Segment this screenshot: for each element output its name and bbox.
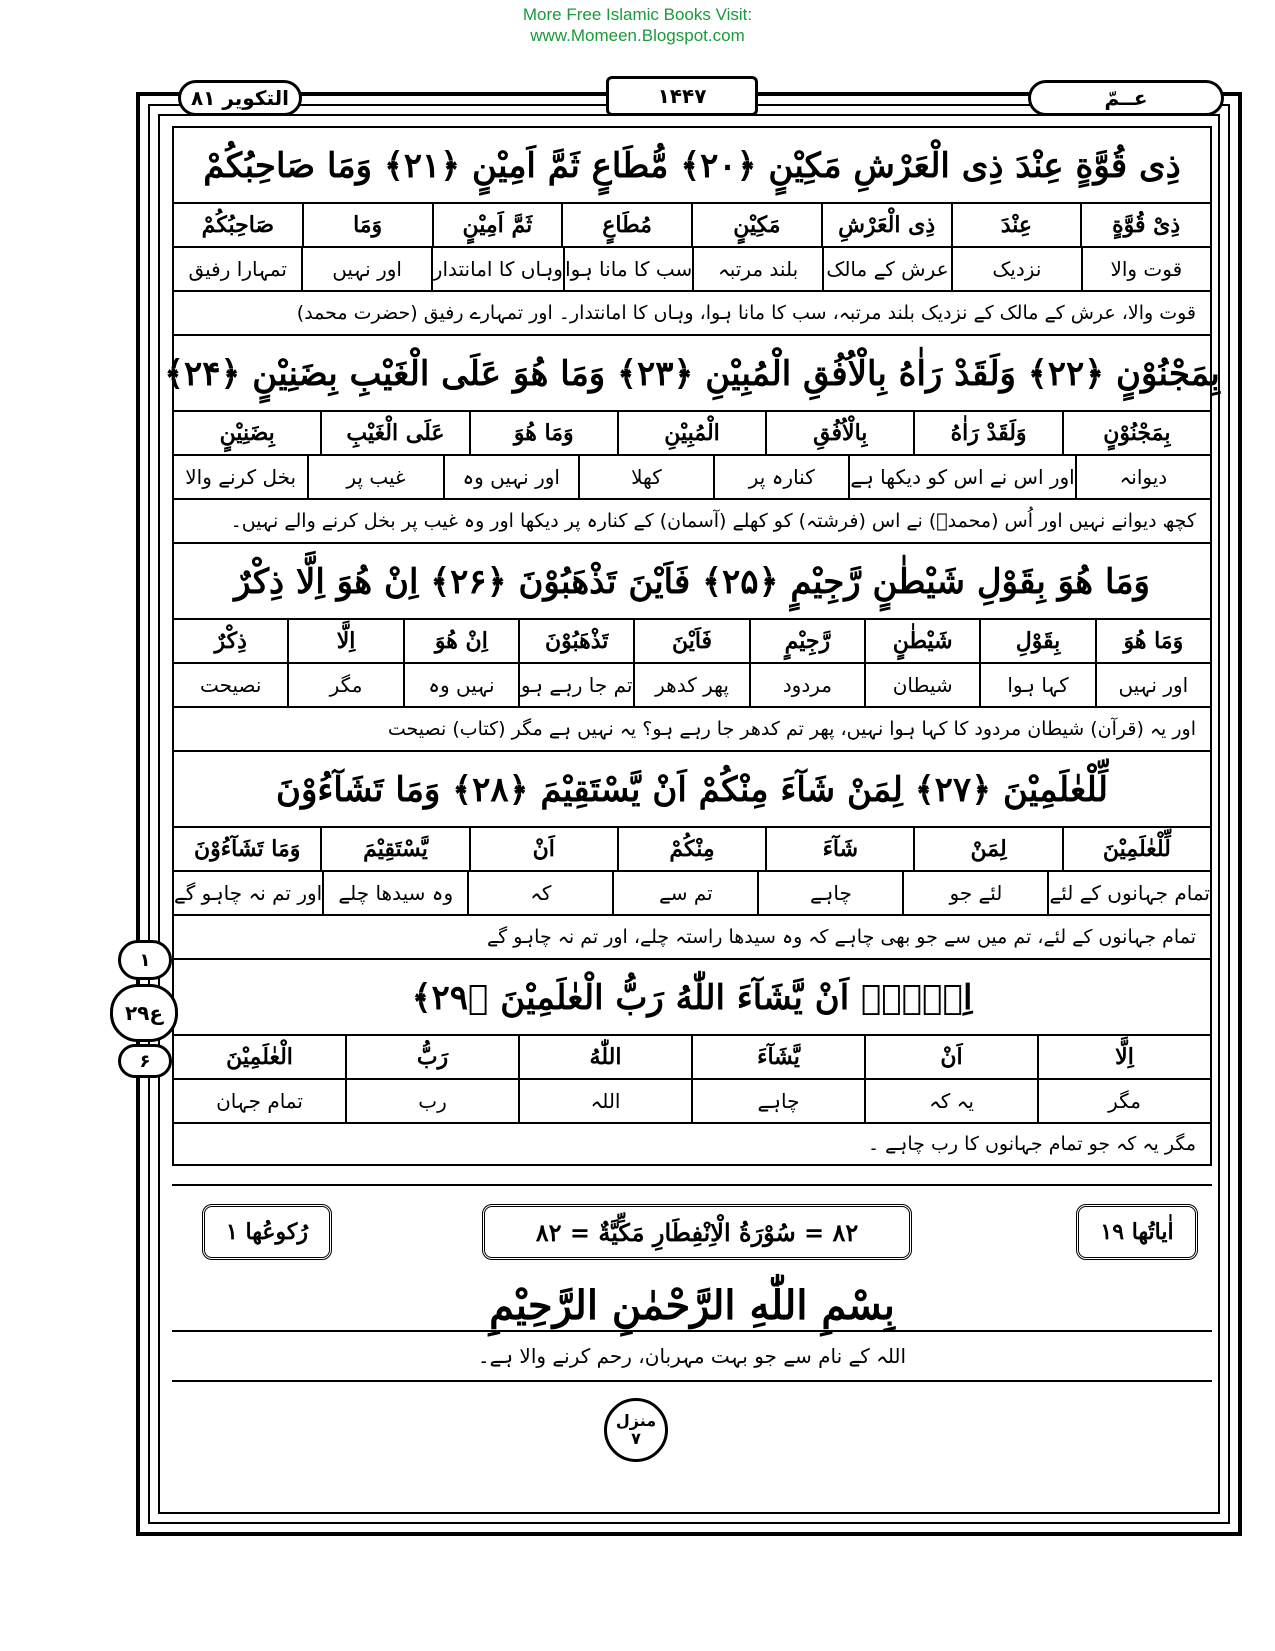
urdu-word: تم جا رہے ہو: [518, 664, 633, 706]
urdu-word: قوت والا: [1081, 248, 1210, 290]
arabic-word: عَلَى الْغَیْبِ: [320, 412, 468, 454]
urdu-word: کہا ہوا: [979, 664, 1094, 706]
urdu-translation-line: مگر یہ کہ جو تمام جہانوں کا رب چاہے ۔: [172, 1122, 1212, 1166]
urdu-word: کنارہ پر: [713, 456, 848, 498]
content-area: [164, 126, 1220, 1396]
urdu-words-row: [174, 870, 1210, 914]
arabic-word: صَاحِبُكُمْ: [201, 212, 275, 238]
urdu-word: نزدیک: [951, 248, 1080, 290]
arabic-word: یَّسْتَقِیْمَ: [320, 828, 468, 870]
arabic-word: وَمَا: [302, 204, 432, 246]
word-grid: [172, 1034, 1212, 1122]
word-grid: [172, 618, 1212, 706]
urdu-word: تمہارا رفیق: [188, 257, 287, 281]
arabic-words-row: [174, 412, 1210, 454]
urdu-word: نصیحت: [199, 673, 262, 697]
urdu-word: بخل کرنے والا: [185, 465, 297, 489]
verse-block: [172, 126, 1212, 334]
page-number-tab: ۱۴۴۷: [606, 76, 758, 116]
urdu-word: کہ: [467, 872, 612, 914]
word-grid: [172, 410, 1212, 498]
arabic-word: ذِیْ قُوَّةٍ: [1080, 204, 1210, 246]
arabic-word: الْعٰلَمِیْنَ: [226, 1044, 293, 1070]
arabic-word: وَمَا هُوَ: [469, 412, 617, 454]
urdu-word: وہ سیدھا چلے: [322, 872, 467, 914]
promo-banner: [0, 4, 1275, 46]
urdu-word: مگر: [287, 664, 402, 706]
bismillah: بِسْمِ اللّٰهِ الرَّحْمٰنِ الرَّحِیْمِ: [489, 1282, 895, 1329]
arabic-word: اَنْ: [469, 828, 617, 870]
arabic-verse-line: اِلَّاۤ اَنْ یَّشَآءَ اللّٰهُ رَبُّ الْعٰلَمِیْنَ ﴿۲۹﴾: [172, 958, 1212, 1034]
arabic-word: الْمُبِیْنِ: [617, 412, 765, 454]
urdu-words-row: [174, 1078, 1210, 1122]
ayat-count-cartouche: اٰیاتُها ۱۹: [1076, 1204, 1198, 1260]
urdu-word: تمام جہانوں کے لئے: [1047, 872, 1210, 914]
urdu-words-row: [174, 454, 1210, 498]
surah-title-cartouche: ۸۲ = سُوْرَةُ الْاِنْفِطَارِ مَكِّیَّةٌ = ۸۲: [482, 1204, 912, 1260]
arabic-word: ثَمَّ اَمِیْنٍ: [432, 204, 562, 246]
side-marker-bottom: ۶: [118, 1044, 172, 1078]
urdu-word: اور تم نہ چاہو گے: [174, 881, 323, 905]
arabic-word: ذِی الْعَرْشِ: [821, 204, 951, 246]
arabic-word: اللّٰهُ: [518, 1036, 691, 1078]
urdu-word: چاہے: [691, 1080, 864, 1122]
arabic-word: وَمَا هُوَ: [1095, 620, 1210, 662]
urdu-word: عرش کے مالک: [822, 248, 951, 290]
urdu-word: رب: [345, 1080, 518, 1122]
arabic-word: بِالْاُفُقِ: [765, 412, 913, 454]
arabic-word: اِنْ هُوَ: [403, 620, 518, 662]
urdu-translation-line: تمام جہانوں کے لئے، تم میں سے جو بھی چاہے کہ وہ سیدھا راستہ چلے، اور تم نہ چاہو گے: [172, 914, 1212, 958]
arabic-word: مَكِیْنٍ: [691, 204, 821, 246]
arabic-word: فَاَیْنَ: [633, 620, 748, 662]
urdu-word: اور اس نے اس کو دیکھا ہے: [848, 456, 1074, 498]
urdu-word: کھلا: [578, 456, 713, 498]
urdu-word: اور نہیں: [301, 248, 430, 290]
urdu-word: یہ کہ: [864, 1080, 1037, 1122]
arabic-word: وَلَقَدْ رَاٰهُ: [913, 412, 1061, 454]
ruku-marker: ع۲۹: [110, 984, 178, 1042]
urdu-word: دیوانہ: [1075, 456, 1210, 498]
arabic-word: شَآءَ: [765, 828, 913, 870]
arabic-word: بِمَجْنُوْنٍ: [1062, 412, 1210, 454]
promo-line-1[interactable]: More Free Islamic Books Visit:: [522, 5, 753, 24]
arabic-verse-line: وَمَا هُوَ بِقَوْلِ شَیْطٰنٍ رَّجِیْمٍ ﴿۲۵﴾ فَاَیْنَ تَذْهَبُوْنَ ﴿۲۶﴾ اِنْ هُوَ اِلَّا ذِكْرٌ: [172, 542, 1212, 618]
arabic-words-row: [174, 828, 1210, 870]
arabic-word: رَّجِیْمٍ: [749, 620, 864, 662]
urdu-word: شیطان: [864, 664, 979, 706]
urdu-word: سب کا مانا ہوا: [563, 248, 692, 290]
urdu-word: تم سے: [612, 872, 757, 914]
urdu-word: مردود: [749, 664, 864, 706]
verse-block: [164, 334, 1220, 542]
urdu-word: تمام جہان: [216, 1089, 303, 1113]
urdu-translation-line: کچھ دیوانے نہیں اور اُس (محمدؐ) نے اس (فرشتہ) کو کھلے (آسمان) کے کنارہ پر دیکھا اور وہ غیب پر بخل کرنے والے نہیں۔: [172, 498, 1212, 542]
arabic-word: لِمَنْ: [913, 828, 1061, 870]
arabic-word: وَمَا تَشَآءُوْنَ: [194, 836, 301, 862]
manzil-label: منزل: [615, 1411, 657, 1430]
urdu-translation-line: اور یہ (قرآن) شیطان مردود کا کہا ہوا نہیں، پھر تم کدھر جا رہے ہو؟ یہ نہیں ہے مگر (کتاب) نصیحت: [172, 706, 1212, 750]
arabic-word: ذِكْرٌ: [214, 628, 247, 654]
urdu-word: نہیں وہ: [403, 664, 518, 706]
arabic-word: عِنْدَ: [951, 204, 1081, 246]
arabic-word: تَذْهَبُوْنَ: [518, 620, 633, 662]
arabic-word: رَبُّ: [345, 1036, 518, 1078]
word-grid: [172, 826, 1212, 914]
arabic-word: بِضَنِیْنٍ: [219, 420, 275, 446]
urdu-word: اور نہیں وہ: [443, 456, 578, 498]
urdu-word: وہاں کا امانتدار: [431, 248, 563, 290]
urdu-word: پھر کدھر: [633, 664, 748, 706]
arabic-word: شَیْطٰنٍ: [864, 620, 979, 662]
arabic-word: لِّلْعٰلَمِیْنَ: [1062, 828, 1210, 870]
verse-block: [172, 750, 1212, 958]
word-grid: [172, 202, 1212, 290]
urdu-word: مگر: [1037, 1080, 1210, 1122]
urdu-word: اللہ: [518, 1080, 691, 1122]
arabic-verse-line: بِمَجْنُوْنٍ ﴿۲۲﴾ وَلَقَدْ رَاٰهُ بِالْاُفُقِ الْمُبِیْنِ ﴿۲۳﴾ وَمَا هُوَ عَلَى الْغَیْبِ بِضَنِیْنٍ ﴿۲۴﴾: [172, 334, 1212, 410]
arabic-verse-line: لِّلْعٰلَمِیْنَ ﴿۲۷﴾ لِمَنْ شَآءَ مِنْكُمْ اَنْ یَّسْتَقِیْمَ ﴿۲۸﴾ وَمَا تَشَآءُوْنَ: [172, 750, 1212, 826]
urdu-word: لئے جو: [902, 872, 1047, 914]
arabic-word: اِلَّا: [287, 620, 402, 662]
urdu-word: اور نہیں: [1095, 664, 1210, 706]
manzil-badge: [604, 1398, 668, 1462]
arabic-words-row: [174, 1036, 1210, 1078]
urdu-words-row: [174, 662, 1210, 706]
urdu-word: غیب پر: [307, 456, 442, 498]
arabic-word: مِنْكُمْ: [617, 828, 765, 870]
verse-block: [172, 542, 1212, 750]
surah-name-tab: التکویر ۸۱: [178, 80, 302, 116]
verse-block: [172, 958, 1212, 1166]
ruku-count-cartouche: رُکوعُها ۱: [202, 1204, 332, 1260]
arabic-word: یَّشَآءَ: [691, 1036, 864, 1078]
urdu-word: چاہے: [757, 872, 902, 914]
urdu-translation-line: قوت والا، عرش کے مالک کے نزدیک بلند مرتبہ، سب کا مانا ہوا، وہاں کا امانتدار۔ اور تمہارے رفیق (حضرت محمد): [172, 290, 1212, 334]
arabic-word: اَنْ: [864, 1036, 1037, 1078]
bismillah-translation: اللہ کے نام سے جو بہت مہربان، رحم کرنے والا ہے۔: [172, 1330, 1212, 1382]
arabic-verse-line: ذِی قُوَّةٍ عِنْدَ ذِی الْعَرْشِ مَكِیْنٍ ﴿۲۰﴾ مُّطَاعٍ ثَمَّ اَمِیْنٍ ﴿۲۱﴾ وَمَا صَاحِبُكُمْ: [172, 126, 1212, 202]
manzil-number: ۷: [631, 1429, 641, 1448]
para-name-tab: عــمّ: [1028, 80, 1224, 116]
arabic-words-row: [174, 204, 1210, 246]
arabic-word: بِقَوْلِ: [979, 620, 1094, 662]
arabic-word: اِلَّا: [1037, 1036, 1210, 1078]
side-marker-top: ۱: [118, 940, 172, 980]
urdu-word: بلند مرتبہ: [692, 248, 821, 290]
urdu-words-row: [174, 246, 1210, 290]
arabic-word: مُطَاعٍ: [561, 204, 691, 246]
promo-link[interactable]: www.Momeen.Blogspot.com: [530, 26, 745, 45]
arabic-words-row: [174, 620, 1210, 662]
